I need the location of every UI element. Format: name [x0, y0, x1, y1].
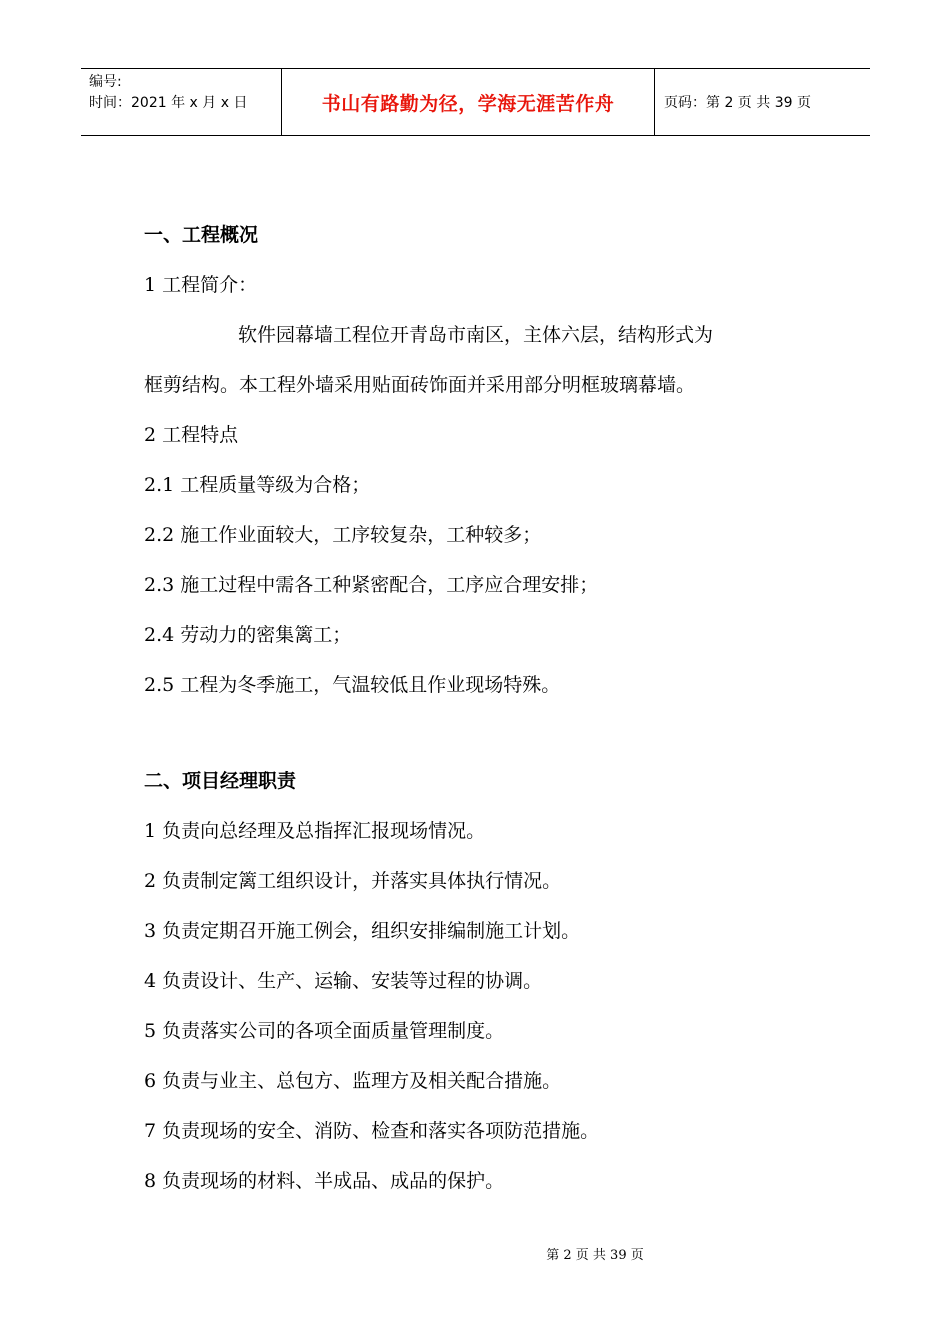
header-motto: 书山有路勤为径，学海无涯苦作舟 — [281, 69, 655, 135]
duty-item: 1 负责向总经理及总指挥汇报现场情况。 — [144, 820, 486, 842]
feature-item: 2.1 工程质量等级为合格； — [144, 474, 371, 496]
duty-item: 2 负责制定篱工组织设计，并落实具体执行情况。 — [144, 870, 562, 892]
duty-item: 5 负责落实公司的各项全面质量管理制度。 — [144, 1020, 505, 1042]
feature-item: 2.3 施工过程中需各工种紧密配合，工序应合理安排； — [144, 574, 599, 596]
feature-item: 2.4 劳动力的密集篱工； — [144, 624, 352, 646]
features-label: 2 工程特点 — [144, 424, 239, 446]
feature-item: 2.2 施工作业面较大，工序较复杂，工种较多； — [144, 524, 542, 546]
duty-item: 4 负责设计、生产、运输、安装等过程的协调。 — [144, 970, 543, 992]
duty-item: 3 负责定期召开施工例会，组织安排编制施工计划。 — [144, 920, 581, 942]
section-gap — [144, 710, 824, 756]
duty-item: 7 负责现场的安全、消防、检查和落实各项防范措施。 — [144, 1120, 600, 1142]
intro-label: 1 工程简介： — [144, 274, 258, 296]
duty-item: 8 负责现场的材料、半成品、成品的保护。 — [144, 1170, 505, 1192]
section-1-title: 一、工程概况 — [144, 224, 259, 246]
document-body — [144, 210, 824, 1206]
page-header — [81, 68, 870, 136]
duty-item: 6 负责与业主、总包方、监理方及相关配合措施。 — [144, 1070, 562, 1092]
header-number-label: 编号: — [89, 74, 122, 90]
header-page-info: 页码：第 2 页 共 39 页 — [664, 95, 811, 111]
header-meta — [81, 69, 281, 135]
section-2-title: 二、项目经理职责 — [144, 770, 297, 792]
intro-paragraph-line-1: 软件园幕墙工程位开青岛市南区，主体六层，结构形式为 — [238, 324, 714, 346]
page-footer: 第 2 页 共 39 页 — [546, 1248, 644, 1263]
intro-paragraph-line-2: 框剪结构。本工程外墙采用贴面砖饰面并采用部分明框玻璃幕墙。 — [144, 374, 696, 396]
header-time-label: 时间：2021 年 x 月 x 日 — [89, 95, 248, 111]
feature-item: 2.5 工程为冬季施工，气温较低且作业现场特殊。 — [144, 674, 561, 696]
